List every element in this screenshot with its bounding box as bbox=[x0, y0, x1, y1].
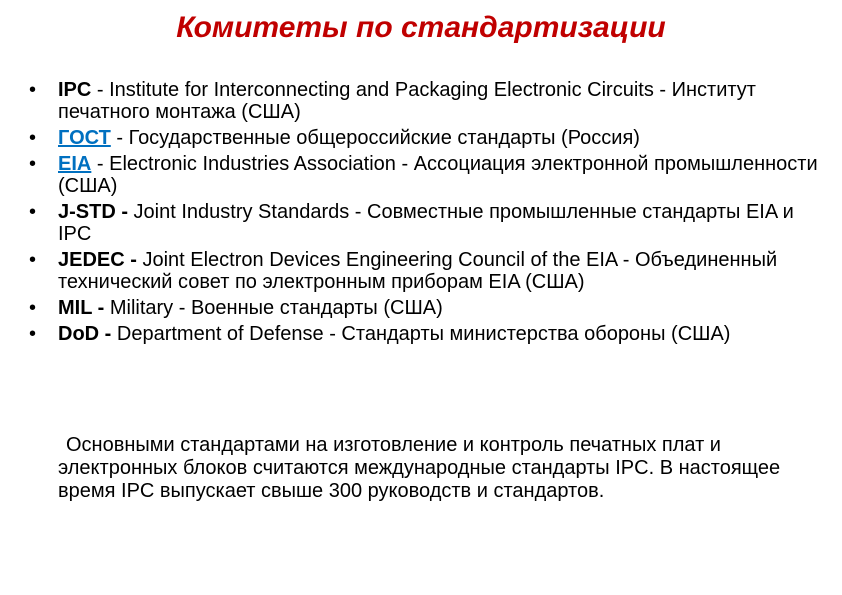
list-item-dod bbox=[28, 323, 828, 345]
list-item-mil bbox=[28, 297, 828, 319]
slide-title: Комитеты по стандартизации bbox=[176, 11, 666, 44]
abbr-mil: MIL - bbox=[58, 297, 105, 319]
item-text: - Государственные общероссийские стандарты (Россия) bbox=[110, 127, 640, 149]
list-item-jedec bbox=[28, 249, 828, 293]
list-item-jstd bbox=[28, 201, 828, 245]
list-item-eia bbox=[28, 153, 828, 197]
bullet-icon: • bbox=[29, 297, 37, 319]
abbr-jedec: JEDEC - bbox=[58, 249, 137, 271]
item-text: - Electronic Industries Association - Ассоциация электронной промышленности (США) bbox=[58, 153, 818, 197]
bullet-icon: • bbox=[29, 249, 37, 271]
bullet-list bbox=[28, 79, 828, 349]
item-text: - Institute for Interconnecting and Packaging Electronic Circuits - Институт печатного монтажа (США) bbox=[58, 79, 756, 123]
bullet-icon: • bbox=[29, 323, 37, 345]
summary-paragraph: Основными стандартами на изготовление и контроль печатных плат и электронных блоков считаются международные стандарты IPC. В настоящее время IPC выпускает свыше 300 руководств и стандартов. bbox=[58, 434, 781, 502]
eia-link[interactable]: EIA bbox=[58, 153, 92, 175]
abbr-dod: DoD - bbox=[58, 323, 112, 345]
bullet-icon: • bbox=[29, 79, 37, 101]
list-item-gost bbox=[28, 127, 828, 149]
list-item-ipc bbox=[28, 79, 828, 123]
bullet-icon: • bbox=[29, 153, 37, 175]
gost-link[interactable]: ГОСТ bbox=[58, 127, 111, 149]
item-text: Military - Военные стандарты (США) bbox=[104, 297, 443, 319]
abbr-ipc: IPC bbox=[58, 79, 92, 101]
bullet-icon: • bbox=[29, 201, 37, 223]
bullet-icon: • bbox=[29, 127, 37, 149]
item-text: Joint Electron Devices Engineering Council of the EIA - Объединенный технический совет по электронным приборам EIA (США) bbox=[58, 249, 778, 293]
item-text: Department of Defense - Стандарты министерства обороны (США) bbox=[111, 323, 731, 345]
abbr-jstd: J-STD - bbox=[58, 201, 128, 223]
item-text: Joint Industry Standards - Совместные промышленные стандарты EIA и IPC bbox=[58, 201, 794, 245]
